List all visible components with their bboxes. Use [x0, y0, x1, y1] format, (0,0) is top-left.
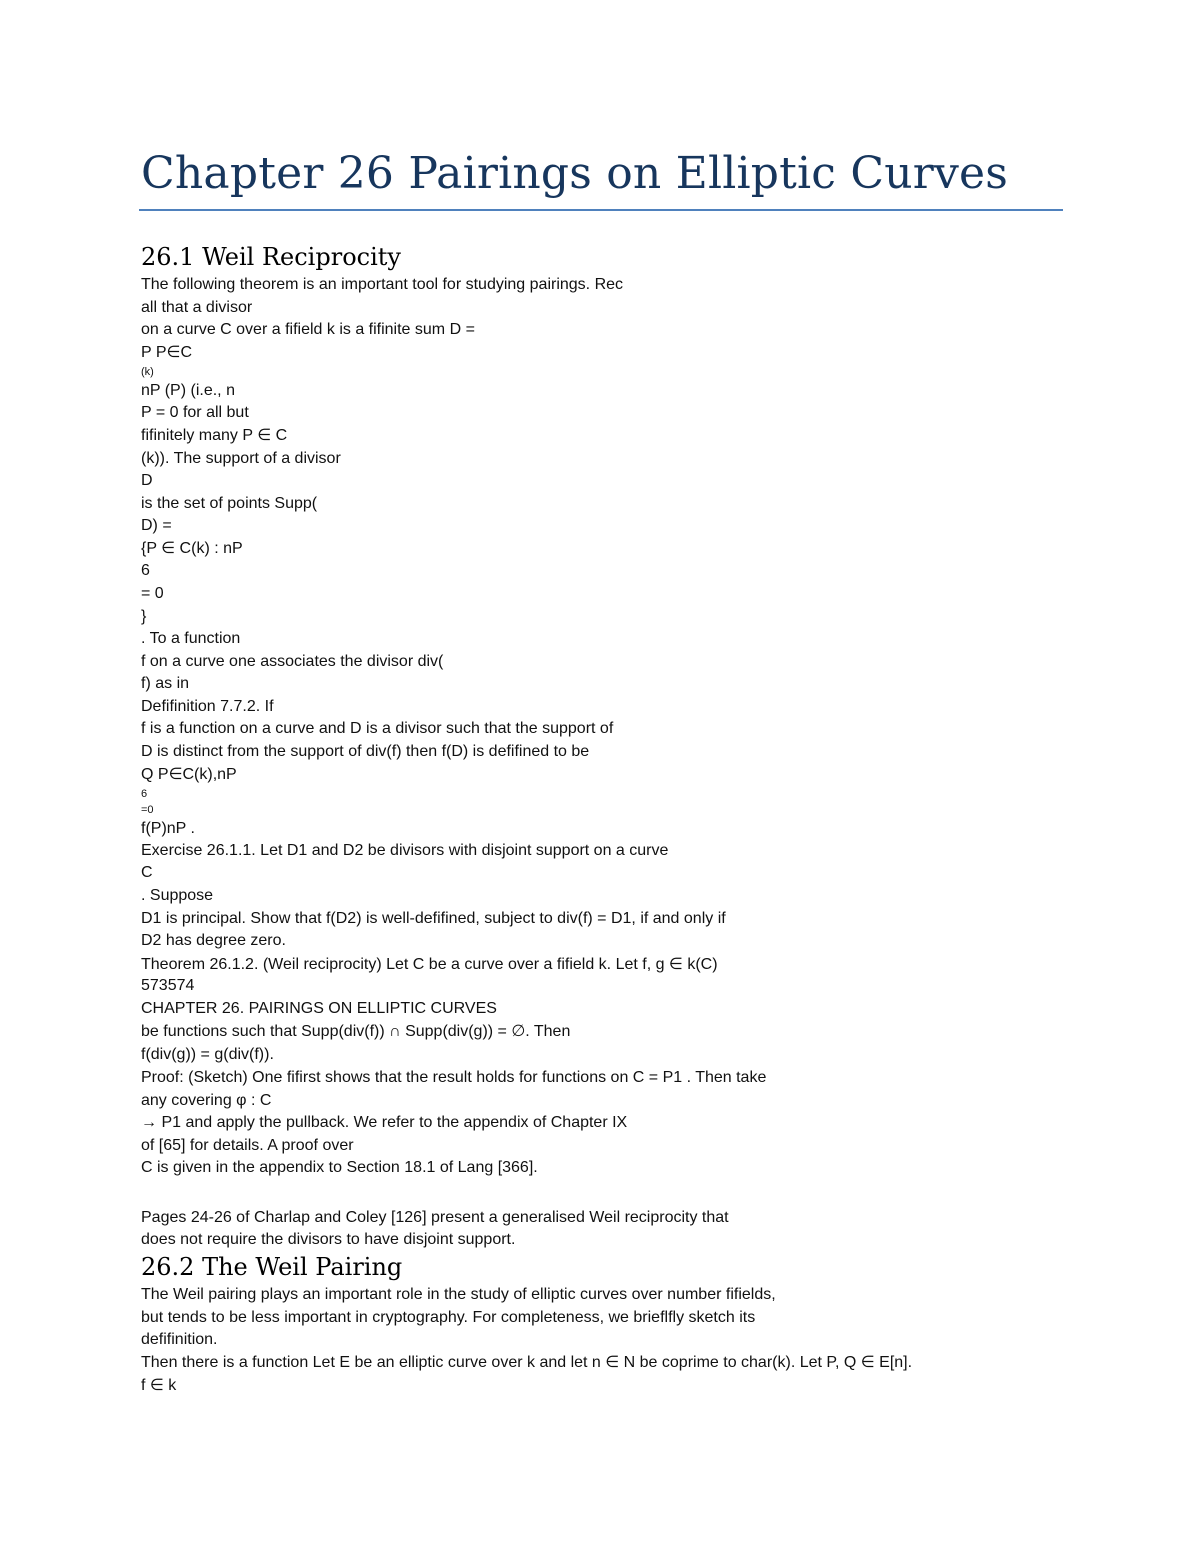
text-line: C [141, 864, 153, 881]
text-line: f is a function on a curve and D is a divisor such that the support of [141, 720, 614, 737]
text-line: Pages 24-26 of Charlap and Coley [126] present a generalised Weil reciprocity that [141, 1209, 729, 1226]
text-line: be functions such that Supp(div(f)) ∩ Supp(div(g)) = ∅. Then [141, 1023, 571, 1040]
text-line: {P ∈ C(k) : nP [141, 540, 243, 557]
text-line: D2 has degree zero. [141, 932, 286, 949]
page-number: 573574 [141, 977, 195, 994]
text-line: f on a curve one associates the divisor div( [141, 653, 444, 670]
text-line: . Suppose [141, 887, 214, 904]
text-line: C is given in the appendix to Section 18.1 of Lang [366]. [141, 1159, 538, 1176]
text-line: The Weil pairing plays an important role in the study of elliptic curves over number fifields, [141, 1286, 776, 1303]
text-line: Defifinition 7.7.2. If [141, 698, 274, 715]
text-line: D is distinct from the support of div(f) then f(D) is defifined to be [141, 743, 590, 760]
text-line: Q P∈C(k),nP [141, 766, 237, 783]
text-line: f) as in [141, 675, 190, 692]
text-line: → P1 and apply the pullback. We refer to the appendix of Chapter IX [141, 1114, 628, 1131]
text-line: = 0 [141, 585, 164, 602]
text-line: is the set of points Supp( [141, 495, 318, 512]
section-heading-weil-reciprocity: 26.1 Weil Reciprocity [141, 243, 401, 271]
running-header: CHAPTER 26. PAIRINGS ON ELLIPTIC CURVES [141, 1000, 497, 1017]
text-line: D [141, 472, 153, 489]
text-line: } [141, 608, 147, 625]
chapter-title: Chapter 26 Pairings on Elliptic Curves [141, 148, 1009, 199]
title-rule [139, 209, 1063, 211]
text-line: but tends to be less important in cryptography. For completeness, we brieflfly sketch its [141, 1309, 756, 1326]
text-line: Exercise 26.1.1. Let D1 and D2 be divisors with disjoint support on a curve [141, 842, 669, 859]
text-line: any covering φ : C [141, 1092, 272, 1109]
text-line: Theorem 26.1.2. (Weil reciprocity) Let C be a curve over a fifield k. Let f, g ∈ k(C) [141, 956, 718, 973]
text-line: defifinition. [141, 1331, 218, 1348]
text-line: . To a function [141, 630, 241, 647]
text-line: nP (P) (i.e., n [141, 382, 235, 399]
text-line: (k) [141, 366, 154, 378]
text-line: all that a divisor [141, 299, 253, 316]
text-line: 6 [141, 788, 148, 800]
text-line: of [65] for details. A proof over [141, 1137, 354, 1154]
text-line: f ∈ k [141, 1377, 177, 1394]
text-line: f(P)nP . [141, 820, 195, 837]
text-line: P P∈C [141, 344, 192, 361]
text-line: does not require the divisors to have disjoint support. [141, 1231, 516, 1248]
text-line: The following theorem is an important tool for studying pairings. Rec [141, 276, 624, 293]
text-line: Then there is a function Let E be an elliptic curve over k and let n ∈ N be coprime to char(k). Let P, Q ∈ E[n]. [141, 1354, 913, 1371]
text-line: P = 0 for all but [141, 404, 249, 421]
text-line: =0 [141, 804, 154, 816]
text-line: Proof: (Sketch) One fifirst shows that the result holds for functions on C = P1 . Then take [141, 1069, 767, 1086]
text-line: (k)). The support of a divisor [141, 450, 341, 467]
text-line: on a curve C over a fifield k is a fifinite sum D = [141, 321, 475, 338]
text-line: D1 is principal. Show that f(D2) is well-defifined, subject to div(f) = D1, if and only if [141, 910, 726, 927]
text-line: D) = [141, 517, 172, 534]
text-line: 6 [141, 562, 150, 579]
section-heading-weil-pairing: 26.2 The Weil Pairing [141, 1253, 403, 1281]
text-line: f(div(g)) = g(div(f)). [141, 1046, 274, 1063]
text-line: fifinitely many P ∈ C [141, 427, 288, 444]
